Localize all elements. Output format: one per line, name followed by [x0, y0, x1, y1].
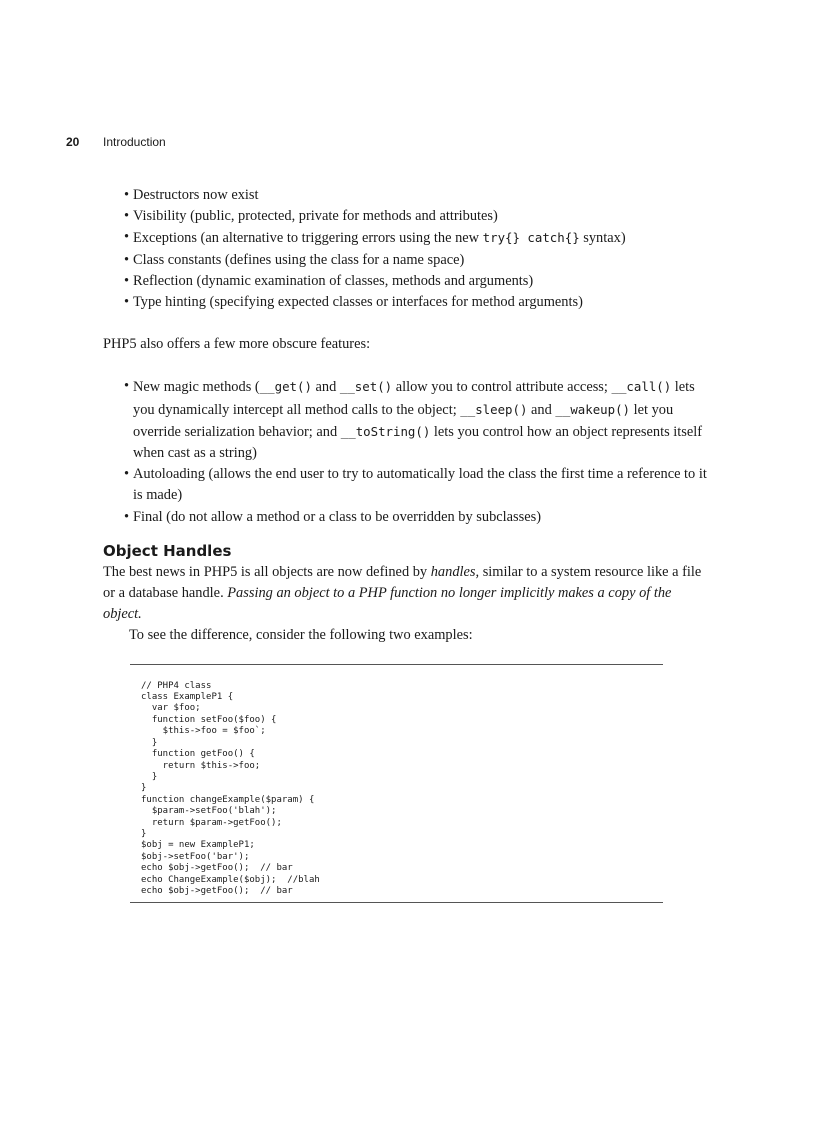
body-paragraph: To see the difference, consider the following two examples:: [129, 627, 473, 644]
list-item: • Final (do not allow a method or a class to be overridden by subclasses): [124, 507, 713, 528]
list-item: • Destructors now exist: [124, 185, 713, 206]
list-item: • Visibility (public, protected, private for methods and attributes): [124, 206, 713, 227]
inline-code: __call(): [611, 379, 672, 395]
page-number: 20: [66, 135, 80, 149]
page-body: [103, 185, 713, 903]
list-item: • Type hinting (specifying expected classes or interfaces for method arguments): [124, 292, 713, 313]
list-item: • Class constants (defines using the class for a name space): [124, 250, 713, 271]
code-block: // PHP4 class class ExampleP1 { var $foo; function setFoo($foo) { $this->foo = $foo`; } function getFoo() { return $this->foo; } } function changeExample($param) { $param->setFoo('blah'); return $param->getFoo(); } $obj = new ExampleP1; $obj->setFoo('bar'); echo $obj->getFoo(); // bar echo ChangeExample($obj); //blah echo $obj->getFoo(); // bar: [141, 680, 320, 896]
code-listing: [130, 664, 663, 904]
inline-code: __wakeup(): [555, 401, 631, 417]
new-features-list: [103, 185, 713, 313]
inline-code: __toString(): [340, 423, 431, 439]
list-item: • Exceptions (an alternative to triggering errors using the new try{} catch{} syntax): [124, 227, 713, 249]
body-paragraph: The best news in PHP5 is all objects are now defined by handles, similar to a system resource like a file or a database handle. Passing an object to a PHP function no longer implicitly makes a copy of the object.: [103, 563, 702, 623]
running-header: [66, 134, 166, 150]
list-item: • Autoloading (allows the end user to try to automatically load the class the first time a reference to it is made): [124, 464, 713, 506]
inline-code: try{} catch{}: [482, 230, 580, 246]
inline-code: __set(): [339, 379, 393, 395]
list-item: • Reflection (dynamic examination of classes, methods and arguments): [124, 271, 713, 292]
running-header-title: Introduction: [103, 135, 166, 149]
section-heading: Object Handles: [103, 541, 232, 560]
list-item: • New magic methods (__get() and __set() allow you to control attribute access; __call() lets you dynamically intercept all method calls to the object; __sleep() and __wakeup() let you override serialization behavior; and __toString() lets you control how an object represents itself when cast as a string): [124, 376, 713, 464]
obscure-features-intro: PHP5 also offers a few more obscure features:: [103, 336, 371, 353]
inline-code: __sleep(): [460, 401, 528, 417]
obscure-features-list: [103, 376, 713, 527]
inline-code: __get(): [259, 379, 312, 395]
